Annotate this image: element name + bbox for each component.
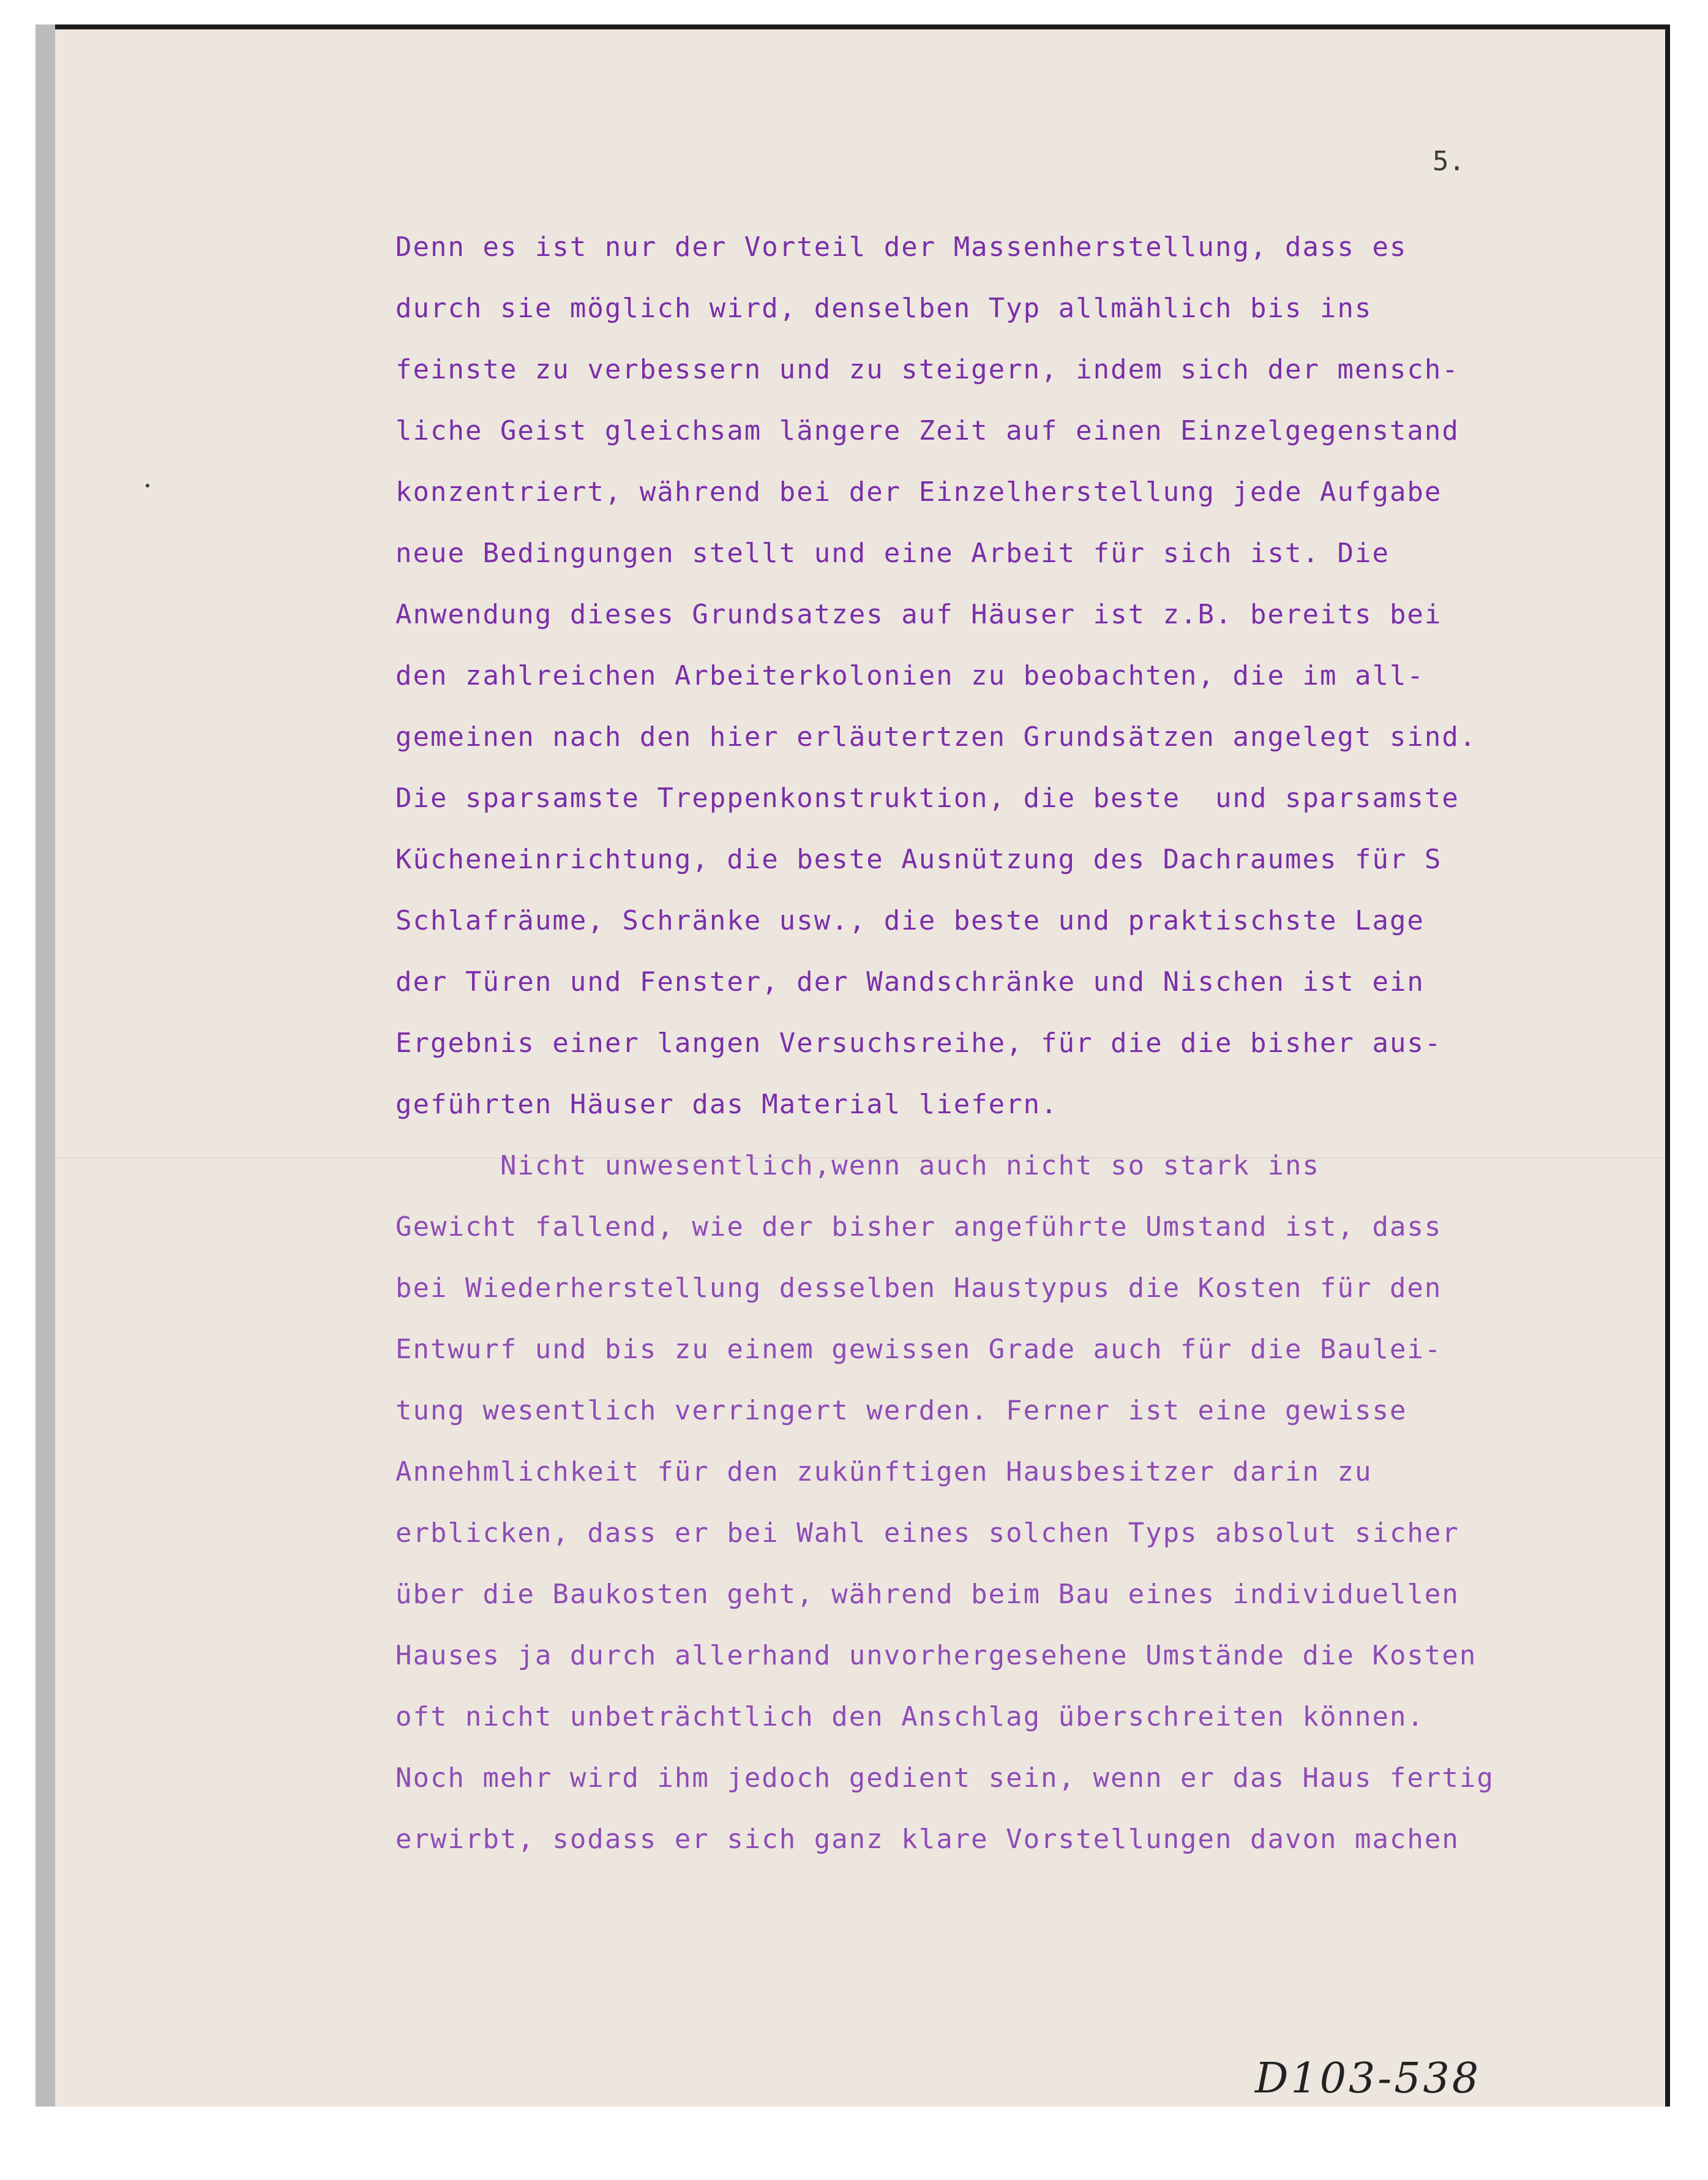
text-line: Die sparsamste Treppenkonstruktion, die beste und sparsamste: [395, 783, 1459, 814]
text-line: der Türen und Fenster, der Wandschränke und Nischen ist ein: [395, 966, 1425, 998]
archive-signature: D103-538: [1255, 2054, 1481, 2103]
text-line: erwirbt, sodass er sich ganz klare Vorstellungen davon machen: [395, 1824, 1459, 1855]
text-line: Ergebnis einer langen Versuchsreihe, für die die bisher aus-: [395, 1028, 1442, 1059]
text-line: feinste zu verbessern und zu steigern, indem sich der mensch-: [395, 354, 1459, 385]
text-line: Schlafräume, Schränke usw., die beste und praktischste Lage: [395, 905, 1425, 936]
text-line: Anwendung dieses Grundsatzes auf Häuser ist z.B. bereits bei: [395, 599, 1442, 630]
text-line: tung wesentlich verringert werden. Ferner ist eine gewisse: [395, 1395, 1407, 1426]
ink-dot: [146, 484, 149, 487]
text-line: geführten Häuser das Material liefern.: [395, 1089, 1058, 1120]
page-number: 5.: [1433, 146, 1465, 177]
text-line: Noch mehr wird ihm jedoch gedient sein, wenn er das Haus fertig: [395, 1762, 1494, 1794]
text-line: bei Wiederherstellung desselben Haustypus die Kosten für den: [395, 1272, 1442, 1304]
text-line: über die Baukosten geht, während beim Bau eines individuellen: [395, 1579, 1459, 1610]
text-line: den zahlreichen Arbeiterkolonien zu beobachten, die im all-: [395, 660, 1425, 691]
text-line: Annehmlichkeit für den zukünftigen Hausbesitzer darin zu: [395, 1456, 1373, 1487]
page-top-edge: [55, 24, 1665, 29]
typewritten-page: [55, 24, 1670, 2107]
text-line: Hauses ja durch allerhand unvorhergesehene Umstände die Kosten: [395, 1640, 1477, 1671]
text-line: konzentriert, während bei der Einzelherstellung jede Aufgabe: [395, 476, 1442, 508]
text-line: neue Bedingungen stellt und eine Arbeit für sich ist. Die: [395, 538, 1390, 569]
text-line: oft nicht unbeträchtlich den Anschlag überschreiten können.: [395, 1701, 1425, 1732]
text-line: Gewicht fallend, wie der bisher angeführte Umstand ist, dass: [395, 1211, 1442, 1242]
text-line: durch sie möglich wird, denselben Typ allmählich bis ins: [395, 293, 1373, 324]
text-line: liche Geist gleichsam längere Zeit auf einen Einzelgegenstand: [395, 415, 1459, 446]
text-line: erblicken, dass er bei Wahl eines solchen Typs absolut sicher: [395, 1517, 1459, 1549]
text-line: Entwurf und bis zu einem gewissen Grade auch für die Baulei-: [395, 1334, 1442, 1365]
text-line: Kücheneinrichtung, die beste Ausnützung des Dachraumes für S: [395, 844, 1442, 875]
text-line: Denn es ist nur der Vorteil der Massenherstellung, dass es: [395, 231, 1407, 263]
text-line: gemeinen nach den hier erläutertzen Grundsätzen angelegt sind.: [395, 721, 1477, 753]
text-line: Nicht unwesentlich,wenn auch nicht so stark ins: [395, 1150, 1320, 1181]
